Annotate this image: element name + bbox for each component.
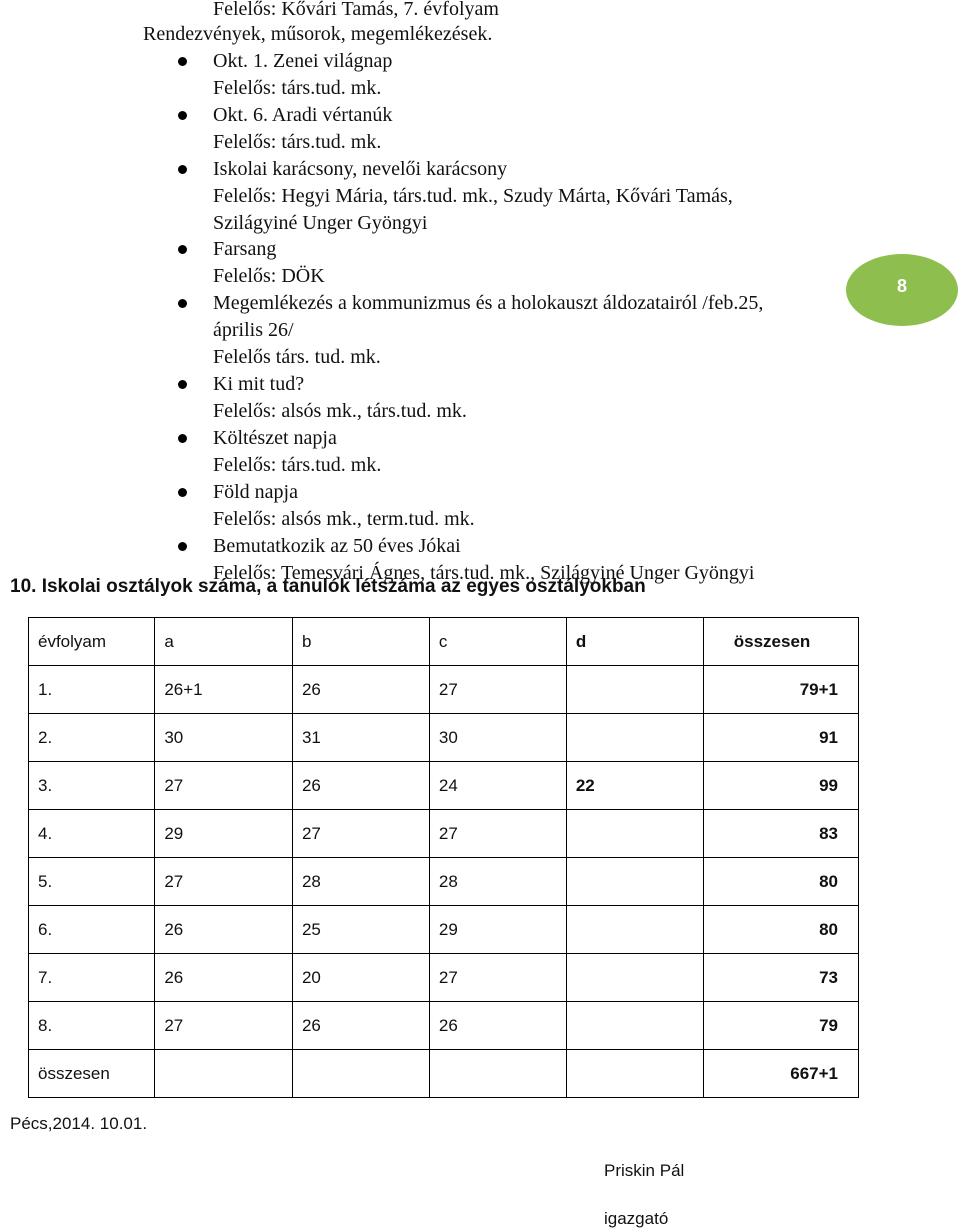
responsible-line-continued: Szilágyiné Unger Gyöngyi xyxy=(213,212,428,234)
table-cell: 4. xyxy=(29,810,155,858)
table-total-row xyxy=(29,1050,859,1098)
table-cell: 8. xyxy=(29,1002,155,1050)
responsible-line: Felelős: Hegyi Mária, társ.tud. mk., Szudy Márta, Kővári Tamás, xyxy=(213,185,733,207)
responsible-line: Felelős társ. tud. mk. xyxy=(213,346,381,368)
table-cell: 26 xyxy=(292,666,429,714)
table-cell xyxy=(292,1050,429,1098)
table-cell: 25 xyxy=(292,906,429,954)
table-cell: 667+1 xyxy=(703,1050,858,1098)
table-cell: 91 xyxy=(703,714,858,762)
bullet-icon xyxy=(178,542,187,551)
event-title: Farsang xyxy=(213,238,277,260)
table-cell: 28 xyxy=(429,858,566,906)
table-header-row xyxy=(29,618,859,666)
table-cell: 27 xyxy=(429,954,566,1002)
table-cell: 27 xyxy=(429,666,566,714)
table-cell xyxy=(155,1050,293,1098)
bullet-icon xyxy=(178,434,187,443)
event-title: Bemutatkozik az 50 éves Jókai xyxy=(213,535,461,557)
responsible-line: Felelős: alsós mk., term.tud. mk. xyxy=(213,508,475,530)
bullet-icon xyxy=(178,245,187,254)
table-row xyxy=(29,906,859,954)
table-cell: 5. xyxy=(29,858,155,906)
table-cell xyxy=(566,858,703,906)
header-cell: összesen xyxy=(703,618,858,666)
table-row xyxy=(29,762,859,810)
signer-title: igazgató xyxy=(604,1209,669,1228)
header-cell: c xyxy=(429,618,566,666)
responsible-line: Felelős: Temesvári Ágnes, társ.tud. mk., Szilágyiné Unger Gyöngyi xyxy=(213,562,755,584)
table-cell: 26 xyxy=(155,906,293,954)
event-title: Megemlékezés a kommunizmus és a holokauszt áldozatairól /feb.25, xyxy=(213,292,764,314)
table-cell: 28 xyxy=(292,858,429,906)
table-cell: 22 xyxy=(566,762,703,810)
table-cell: 31 xyxy=(292,714,429,762)
event-title-continued: április 26/ xyxy=(213,319,294,341)
table-cell: 7. xyxy=(29,954,155,1002)
table-row xyxy=(29,714,859,762)
bullet-icon xyxy=(178,57,187,66)
event-title: Föld napja xyxy=(213,481,298,503)
table-cell: 30 xyxy=(429,714,566,762)
table-cell: 2. xyxy=(29,714,155,762)
table-cell: 79 xyxy=(703,1002,858,1050)
table-cell xyxy=(566,1050,703,1098)
table-row xyxy=(29,954,859,1002)
table-cell: 80 xyxy=(703,858,858,906)
table-row xyxy=(29,858,859,906)
responsible-line: Felelős: társ.tud. mk. xyxy=(213,77,382,99)
table-row xyxy=(29,666,859,714)
table-cell: 73 xyxy=(703,954,858,1002)
bullet-icon xyxy=(178,299,187,308)
table-cell xyxy=(566,954,703,1002)
table-cell xyxy=(566,810,703,858)
class-size-table xyxy=(28,617,859,1098)
table-cell: 26 xyxy=(292,762,429,810)
table-cell: 3. xyxy=(29,762,155,810)
table-cell xyxy=(566,1002,703,1050)
table-cell: 29 xyxy=(429,906,566,954)
table-cell: 26 xyxy=(292,1002,429,1050)
table-cell xyxy=(566,906,703,954)
table-cell: 79+1 xyxy=(703,666,858,714)
bullet-icon xyxy=(178,380,187,389)
table-cell: 26+1 xyxy=(155,666,293,714)
events-subheading: Rendezvények, műsorok, megemlékezések. xyxy=(143,23,493,45)
event-title: Költészet napja xyxy=(213,427,337,449)
responsible-line: Felelős: társ.tud. mk. xyxy=(213,454,382,476)
page-number-badge xyxy=(846,254,958,326)
table-cell: 27 xyxy=(292,810,429,858)
bullet-icon xyxy=(178,488,187,497)
table-cell xyxy=(429,1050,566,1098)
table-cell: 29 xyxy=(155,810,293,858)
table-row xyxy=(29,1002,859,1050)
event-title: Iskolai karácsony, nevelői karácsony xyxy=(213,158,508,180)
table-cell: 27 xyxy=(155,762,293,810)
header-cell: a xyxy=(155,618,293,666)
event-title: Okt. 6. Aradi vértanúk xyxy=(213,104,393,126)
header-cell: d xyxy=(566,618,703,666)
responsible-line: Felelős: DÖK xyxy=(213,265,325,287)
table-cell: 26 xyxy=(429,1002,566,1050)
table-cell: 20 xyxy=(292,954,429,1002)
table-cell: 27 xyxy=(155,858,293,906)
header-cell: b xyxy=(292,618,429,666)
table-cell: 1. xyxy=(29,666,155,714)
section-heading: 10. Iskolai osztályok száma, a tanulók létszáma az egyes osztályokban xyxy=(10,576,646,597)
table-cell xyxy=(566,714,703,762)
header-cell: évfolyam xyxy=(29,618,155,666)
page-number: 8 xyxy=(896,276,907,296)
place-and-date: Pécs,2014. 10.01. xyxy=(10,1114,148,1133)
responsible-line: Felelős: alsós mk., társ.tud. mk. xyxy=(213,400,467,422)
bullet-icon xyxy=(178,111,187,120)
table-cell: összesen xyxy=(29,1050,155,1098)
table-cell xyxy=(566,666,703,714)
event-title: Ki mit tud? xyxy=(213,373,305,395)
table-cell: 80 xyxy=(703,906,858,954)
table-cell: 30 xyxy=(155,714,293,762)
bullet-icon xyxy=(178,165,187,174)
table-cell: 26 xyxy=(155,954,293,1002)
table-cell: 27 xyxy=(429,810,566,858)
table-cell: 27 xyxy=(155,1002,293,1050)
table-cell: 99 xyxy=(703,762,858,810)
table-row xyxy=(29,810,859,858)
table-cell: 6. xyxy=(29,906,155,954)
responsible-line: Felelős: Kővári Tamás, 7. évfolyam xyxy=(213,0,499,20)
table-cell: 24 xyxy=(429,762,566,810)
table-cell: 83 xyxy=(703,810,858,858)
event-title: Okt. 1. Zenei világnap xyxy=(213,50,393,72)
signer-name: Priskin Pál xyxy=(604,1161,685,1180)
responsible-line: Felelős: társ.tud. mk. xyxy=(213,131,382,153)
